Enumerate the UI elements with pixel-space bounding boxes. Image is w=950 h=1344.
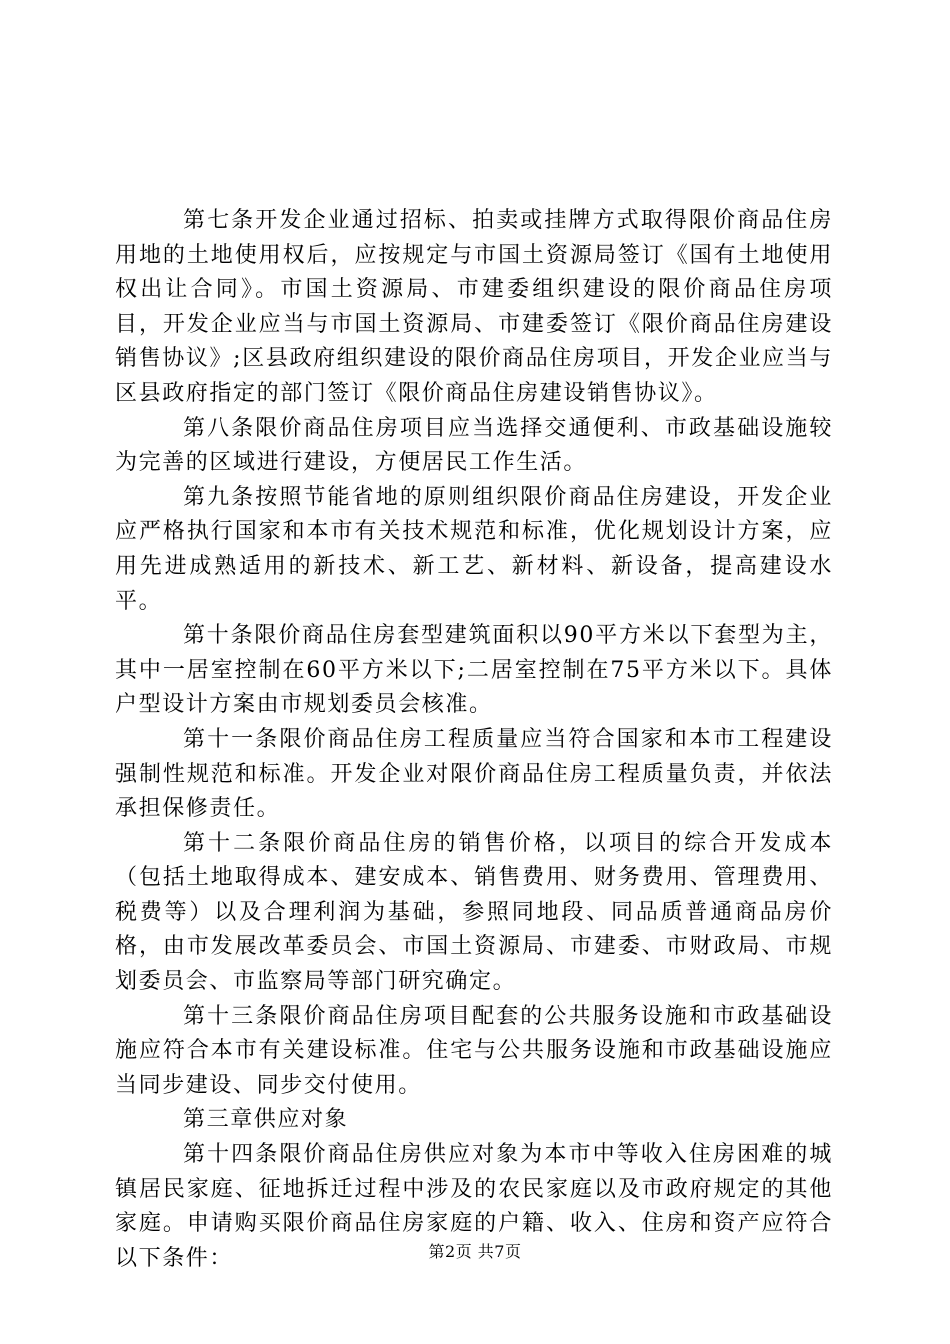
article-11-paragraph: 第十一条限价商品住房工程质量应当符合国家和本市工程建设强制性规范和标准。开发企业对限价商品住房工程质量负责，并依法承担保修责任。 xyxy=(115,726,833,822)
article-14-paragraph: 第十四条限价商品住房供应对象为本市中等收入住房困难的城镇居民家庭、征地拆迁过程中涉及的农民家庭以及市政府规定的其他家庭。申请购买限价商品住房家庭的户籍、收入、住房和资产应符合以下条件： xyxy=(115,1142,833,1271)
article-10-paragraph: 第十条限价商品住房套型建筑面积以90平方米以下套型为主，其中一居室控制在60平方米以下;二居室控制在75平方米以下。具体户型设计方案由市规划委员会核准。 xyxy=(115,623,833,718)
article-9-paragraph: 第九条按照节能省地的原则组织限价商品住房建设，开发企业应严格执行国家和本市有关技术规范和标准，优化规划设计方案，应用先进成熟适用的新技术、新工艺、新材料、新设备，提高建设水平。 xyxy=(115,484,833,614)
article-12-paragraph: 第十二条限价商品住房的销售价格，以项目的综合开发成本（包括土地取得成本、建安成本、销售费用、财务费用、管理费用、税费等）以及合理利润为基础，参照同地段、同品质普通商品房价格，由市发展改革委员会、市国土资源局、市建委、市财政局、市规划委员会、市监察局等部门研究确定。 xyxy=(115,830,833,995)
article-7-paragraph: 第七条开发企业通过招标、拍卖或挂牌方式取得限价商品住房用地的土地使用权后，应按规定与市国土资源局签订《国有土地使用权出让合同》。市国土资源局、市建委组织建设的限价商品住房项目，开发企业应当与市国土资源局、市建委签订《限价商品住房建设销售协议》;区县政府组织建设的限价商品住房项目，开发企业应当与区县政府指定的部门签订《限价商品住房建设销售协议》。 xyxy=(115,208,833,406)
page-footer: 第2页 共7页 xyxy=(428,1242,522,1261)
article-13-paragraph: 第十三条限价商品住房项目配套的公共服务设施和市政基础设施应符合本市有关建设标准。住宅与公共服务设施和市政基础设施应当同步建设、同步交付使用。 xyxy=(115,1003,833,1098)
article-8-paragraph: 第八条限价商品住房项目应当选择交通便利、市政基础设施较为完善的区域进行建设，方便居民工作生活。 xyxy=(115,415,833,476)
chapter-3-heading: 第三章供应对象 xyxy=(183,1107,349,1133)
document-body xyxy=(115,204,833,1276)
